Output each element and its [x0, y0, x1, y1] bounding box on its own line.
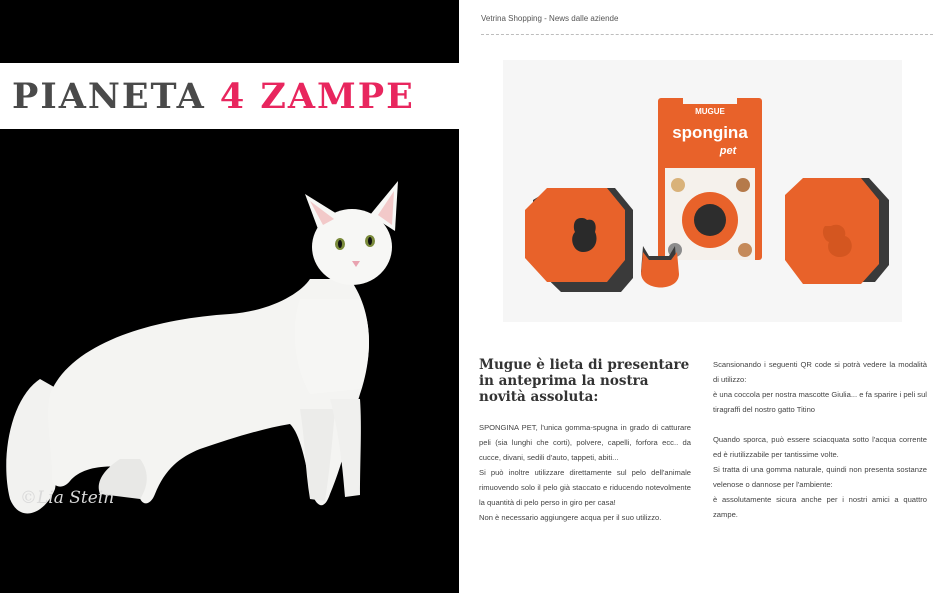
column-a-paragraph: SPONGINA PET, l'unica gomma-spugna in grado di catturare peli (sia lunghi che corti), polvere, capelli, forfora ecc.. da cucce, divani, sedili d'auto, tappeti, abiti...	[479, 423, 691, 462]
column-b-paragraph: Quando sporca, può essere sciacquata sotto l'acqua corrente ed è riutilizzabile per tantissime volte.	[713, 435, 927, 459]
column-b-paragraph: è assolutamente sicura anche per i nostri amici a quattro zampe.	[713, 495, 927, 519]
paragraph-spacer	[713, 417, 927, 432]
left-page	[0, 0, 459, 593]
article-column-a	[479, 420, 691, 525]
section-label: Vetrina Shopping - News dalle aziende	[481, 14, 619, 23]
product-name-label: spongina	[672, 123, 748, 142]
column-b-paragraph: Scansionando i seguenti QR code si potrà vedere la modalità di utilizzo:	[713, 360, 927, 384]
sponge-right	[785, 178, 889, 284]
magazine-title-band	[0, 63, 459, 129]
product-brand-label: MUGUE	[695, 107, 725, 116]
column-b-paragraph: è una coccola per nostra mascotte Giulia... e fa sparire i peli sul tiragraffi del nostro gatto Titino	[713, 390, 927, 414]
dashed-divider	[481, 34, 933, 35]
white-cat-photo	[0, 129, 459, 593]
column-b-paragraph: Si tratta di una gomma naturale, quindi non presenta sostanze velenose o dannose per l'ambiente:	[713, 465, 927, 489]
product-photo	[503, 60, 902, 322]
product-subname-label: pet	[719, 145, 737, 157]
title-part-4-zampe: 4 ZAMPE	[219, 75, 415, 117]
column-a-paragraph: Si può inoltre utilizzare direttamente sul pelo dell'animale rimuovendo solo il pelo già staccato e riducendo notevolmente la quantità di pelo perso in giro per casa!	[479, 468, 691, 507]
title-part-pianeta: PIANETA	[12, 75, 206, 117]
right-page	[459, 0, 943, 593]
article-column-b	[713, 357, 927, 522]
column-a-paragraph: Non è necessario aggiungere acqua per il suo utilizzo.	[479, 513, 662, 522]
article-headline: Mugue è lieta di presentare in anteprima la nostra novità assoluta:	[479, 357, 690, 405]
product-box	[658, 94, 762, 260]
photographer-signature: ©Lia Stein	[20, 488, 115, 508]
